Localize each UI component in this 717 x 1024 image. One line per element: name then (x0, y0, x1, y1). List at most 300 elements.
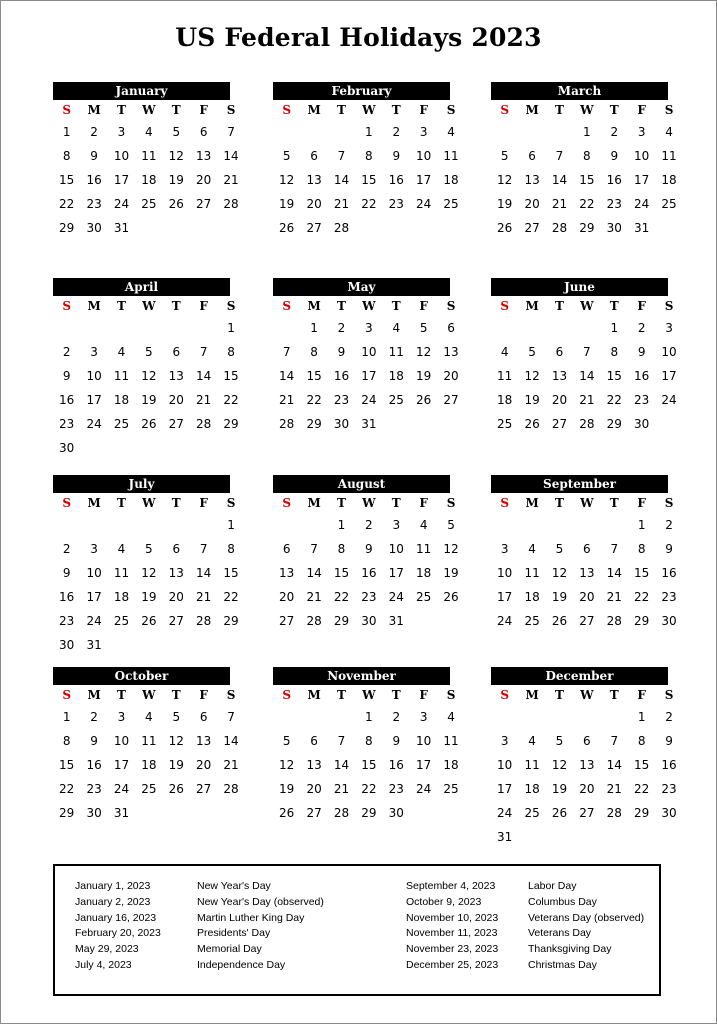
day-cell: 1 (227, 321, 235, 335)
day-cell: 11 (416, 542, 432, 556)
month-header: September (491, 475, 668, 493)
day-cell: 4 (145, 125, 153, 139)
holiday-date: January 16, 2023 (75, 911, 157, 924)
day-cell: 2 (665, 710, 673, 724)
weekday-label: S (500, 103, 510, 117)
weekday-label: M (87, 299, 101, 313)
empty-day-cell (53, 316, 80, 340)
day-cell: 2 (610, 125, 619, 139)
empty-day-cell (573, 513, 600, 537)
day-cell: 12 (524, 369, 540, 383)
day-cell: 20 (551, 393, 568, 407)
day-cell: 8 (637, 734, 646, 748)
day-cell: 30 (388, 806, 404, 820)
day-cell: 3 (90, 542, 98, 556)
day-cell: 4 (528, 542, 536, 556)
holiday-name: Christmas Day (528, 958, 597, 971)
day-cell: 15 (59, 758, 75, 772)
day-cell: 5 (172, 125, 181, 139)
day-cell: 12 (497, 173, 513, 187)
day-cell: 9 (62, 566, 71, 580)
weekday-label: F (199, 496, 208, 510)
day-cell: 14 (606, 758, 622, 772)
day-cell: 29 (333, 614, 350, 628)
day-cell: 4 (500, 345, 509, 359)
month-grid (273, 493, 459, 633)
weekday-label: F (637, 299, 646, 313)
day-cell: 11 (141, 149, 157, 163)
day-cell: 21 (333, 782, 350, 796)
holiday-date: November 10, 2023 (406, 911, 499, 924)
day-cell: 31 (497, 830, 513, 844)
day-cell: 1 (227, 518, 235, 532)
weekday-label: S (446, 103, 456, 117)
day-cell: 6 (555, 345, 564, 359)
day-cell: 19 (551, 590, 568, 604)
day-cell: 26 (497, 221, 513, 235)
day-cell: 4 (117, 542, 126, 556)
weekday-label: W (142, 496, 156, 510)
weekday-label: T (171, 496, 181, 510)
day-cell: 18 (388, 369, 404, 383)
month-header: July (53, 475, 230, 493)
day-cell: 1 (62, 125, 71, 139)
day-cell: 21 (196, 590, 212, 604)
day-cell: 22 (59, 782, 75, 796)
month-header: December (491, 667, 668, 685)
month-october (53, 667, 239, 825)
day-cell: 30 (86, 806, 102, 820)
day-cell: 5 (528, 345, 536, 359)
day-cell: 5 (282, 734, 291, 748)
holiday-name: Labor Day (528, 880, 577, 892)
day-cell: 26 (279, 806, 295, 820)
day-cell: 17 (416, 758, 432, 772)
weekday-label: F (419, 103, 428, 117)
weekday-label: T (609, 103, 619, 117)
month-grid (273, 685, 459, 825)
day-cell: 1 (637, 518, 646, 532)
day-cell: 25 (661, 197, 677, 211)
day-cell: 4 (665, 125, 673, 139)
weekday-label: T (171, 103, 181, 117)
day-cell: 11 (661, 149, 677, 163)
weekday-label: W (362, 688, 376, 702)
weekday-label: S (500, 299, 510, 313)
weekday-label: M (307, 299, 321, 313)
holiday-dates-col-2 (406, 879, 498, 974)
day-cell: 1 (610, 321, 619, 335)
day-cell: 2 (637, 321, 646, 335)
day-cell: 19 (279, 197, 295, 211)
day-cell: 31 (388, 614, 404, 628)
day-cell: 14 (223, 149, 239, 163)
month-header: June (491, 278, 668, 296)
day-cell: 20 (524, 197, 540, 211)
day-cell: 13 (196, 734, 212, 748)
day-cell: 31 (113, 221, 130, 235)
day-cell: 26 (551, 806, 568, 820)
day-cell: 17 (497, 590, 513, 604)
day-cell: 19 (168, 758, 184, 772)
day-cell: 3 (500, 734, 509, 748)
day-cell: 26 (443, 590, 459, 604)
day-cell: 13 (279, 566, 295, 580)
holiday-names-col-1 (197, 879, 324, 974)
day-cell: 20 (168, 393, 184, 407)
day-cell: 10 (86, 566, 102, 580)
weekday-label: S (62, 688, 72, 702)
weekday-label: T (171, 299, 181, 313)
day-cell: 27 (551, 417, 568, 431)
day-cell: 28 (196, 614, 212, 628)
weekday-label: T (391, 103, 401, 117)
day-cell: 30 (361, 614, 377, 628)
day-cell: 22 (634, 590, 650, 604)
day-cell: 2 (365, 518, 373, 532)
empty-day-cell (491, 316, 518, 340)
holiday-name: New Year's Day (197, 880, 271, 892)
day-cell: 10 (113, 149, 130, 163)
empty-day-cell (80, 316, 107, 340)
day-cell: 5 (555, 542, 564, 556)
day-cell: 7 (610, 734, 619, 748)
day-cell: 19 (551, 782, 568, 796)
day-cell: 24 (497, 614, 513, 628)
day-cell: 25 (113, 614, 130, 628)
day-cell: 17 (661, 369, 677, 383)
day-cell: 17 (388, 566, 404, 580)
day-cell: 7 (199, 542, 208, 556)
day-cell: 23 (606, 197, 622, 211)
day-cell: 9 (392, 734, 401, 748)
day-cell: 4 (419, 518, 428, 532)
day-cell: 18 (113, 590, 130, 604)
day-cell: 7 (227, 125, 235, 139)
day-cell: 14 (306, 566, 322, 580)
day-cell: 6 (528, 149, 536, 163)
day-cell: 9 (665, 542, 673, 556)
holiday-name: Martin Luther King Day (197, 911, 305, 924)
weekday-label: T (555, 103, 564, 117)
month-december (491, 667, 677, 849)
day-cell: 9 (62, 369, 71, 383)
day-cell: 22 (634, 782, 650, 796)
weekday-label: S (282, 299, 292, 313)
day-cell: 31 (634, 221, 650, 235)
day-cell: 6 (172, 542, 181, 556)
day-cell: 29 (223, 614, 239, 628)
day-cell: 12 (279, 758, 295, 772)
holiday-name: Thanksgiving Day (528, 943, 612, 956)
day-cell: 13 (551, 369, 568, 383)
day-cell: 25 (524, 614, 540, 628)
day-cell: 13 (168, 566, 184, 580)
day-cell: 14 (333, 173, 350, 187)
weekday-label: M (525, 299, 539, 313)
day-cell: 25 (443, 782, 459, 796)
day-cell: 12 (141, 369, 157, 383)
holiday-date: July 4, 2023 (75, 958, 132, 971)
day-cell: 7 (227, 710, 235, 724)
month-grid (53, 493, 239, 657)
day-cell: 10 (416, 734, 432, 748)
day-cell: 27 (196, 782, 212, 796)
day-cell: 8 (365, 734, 373, 748)
day-cell: 1 (310, 321, 318, 335)
month-june (491, 278, 677, 436)
month-may (273, 278, 459, 436)
day-cell: 15 (333, 566, 350, 580)
weekday-label: S (664, 496, 674, 510)
day-cell: 27 (443, 393, 459, 407)
day-cell: 9 (90, 734, 98, 748)
day-cell: 29 (606, 417, 622, 431)
day-cell: 30 (661, 614, 677, 628)
day-cell: 14 (196, 369, 212, 383)
day-cell: 18 (141, 758, 157, 772)
holiday-list-box (53, 864, 661, 996)
empty-day-cell (491, 513, 518, 537)
empty-day-cell (491, 120, 518, 144)
weekday-label: T (171, 688, 181, 702)
day-cell: 12 (168, 734, 184, 748)
day-cell: 13 (196, 149, 212, 163)
holiday-name: Veterans Day (528, 927, 592, 940)
empty-day-cell (546, 513, 573, 537)
empty-day-cell (273, 705, 300, 729)
weekday-label: T (337, 299, 346, 313)
holiday-date: January 2, 2023 (75, 895, 151, 908)
day-cell: 29 (579, 221, 595, 235)
day-cell: 10 (661, 345, 677, 359)
day-cell: 1 (62, 710, 71, 724)
day-cell: 15 (223, 369, 239, 383)
day-cell: 16 (634, 369, 650, 383)
weekday-label: F (199, 299, 208, 313)
day-cell: 16 (388, 758, 404, 772)
day-cell: 12 (551, 758, 568, 772)
day-cell: 30 (606, 221, 622, 235)
day-cell: 6 (282, 542, 291, 556)
day-cell: 19 (141, 590, 157, 604)
weekday-label: S (226, 299, 236, 313)
day-cell: 2 (665, 518, 673, 532)
day-cell: 25 (524, 806, 540, 820)
day-cell: 25 (443, 197, 459, 211)
day-cell: 27 (279, 614, 295, 628)
day-cell: 10 (416, 149, 432, 163)
day-cell: 26 (141, 417, 157, 431)
day-cell: 22 (59, 197, 75, 211)
day-cell: 2 (90, 710, 98, 724)
weekday-label: F (637, 688, 646, 702)
day-cell: 21 (306, 590, 322, 604)
weekday-label: W (362, 496, 376, 510)
day-cell: 29 (223, 417, 239, 431)
day-cell: 2 (337, 321, 346, 335)
month-header: January (53, 82, 230, 100)
day-cell: 8 (610, 345, 619, 359)
day-cell: 9 (365, 542, 373, 556)
day-cell: 20 (279, 590, 295, 604)
day-cell: 6 (447, 321, 455, 335)
day-cell: 15 (606, 369, 622, 383)
day-cell: 19 (497, 197, 513, 211)
day-cell: 6 (583, 734, 591, 748)
weekday-label: S (282, 103, 292, 117)
day-cell: 19 (168, 173, 184, 187)
empty-day-cell (573, 705, 600, 729)
day-cell: 20 (196, 758, 212, 772)
day-cell: 11 (113, 566, 130, 580)
weekday-label: T (117, 103, 126, 117)
day-cell: 7 (199, 345, 208, 359)
day-cell: 11 (443, 149, 459, 163)
day-cell: 23 (388, 197, 404, 211)
day-cell: 3 (419, 125, 428, 139)
day-cell: 27 (306, 221, 322, 235)
day-cell: 16 (86, 173, 102, 187)
day-cell: 23 (388, 782, 404, 796)
holiday-date: November 23, 2023 (406, 943, 499, 956)
day-cell: 18 (416, 566, 432, 580)
day-cell: 22 (306, 393, 322, 407)
day-cell: 28 (606, 806, 622, 820)
month-header: May (273, 278, 450, 296)
weekday-label: M (525, 103, 539, 117)
day-cell: 10 (113, 734, 130, 748)
day-cell: 8 (310, 345, 318, 359)
empty-day-cell (300, 513, 327, 537)
day-cell: 10 (497, 758, 513, 772)
empty-day-cell (163, 513, 190, 537)
weekday-label: T (555, 688, 564, 702)
weekday-label: T (555, 299, 564, 313)
day-cell: 13 (579, 758, 595, 772)
day-cell: 26 (279, 221, 295, 235)
day-cell: 15 (579, 173, 595, 187)
day-cell: 1 (365, 125, 373, 139)
month-grid (273, 296, 459, 436)
weekday-label: F (419, 688, 428, 702)
day-cell: 13 (306, 758, 322, 772)
empty-day-cell (601, 705, 628, 729)
day-cell: 15 (634, 758, 650, 772)
day-cell: 9 (610, 149, 619, 163)
weekday-label: F (199, 103, 208, 117)
empty-day-cell (190, 513, 217, 537)
day-cell: 19 (416, 369, 432, 383)
weekday-label: W (142, 299, 156, 313)
day-cell: 31 (361, 417, 377, 431)
day-cell: 27 (168, 417, 184, 431)
month-grid (53, 296, 239, 460)
month-november (273, 667, 459, 825)
day-cell: 10 (388, 542, 404, 556)
day-cell: 5 (419, 321, 428, 335)
day-cell: 23 (361, 590, 377, 604)
day-cell: 30 (661, 806, 677, 820)
weekday-label: S (500, 496, 510, 510)
day-cell: 29 (306, 417, 322, 431)
month-january (53, 82, 239, 240)
weekday-label: W (580, 496, 594, 510)
day-cell: 6 (199, 125, 208, 139)
day-cell: 7 (555, 149, 564, 163)
empty-day-cell (518, 316, 545, 340)
day-cell: 7 (337, 149, 346, 163)
page-title: US Federal Holidays 2023 (175, 23, 542, 52)
month-grid (491, 100, 677, 240)
month-march (491, 82, 677, 240)
day-cell: 15 (223, 566, 239, 580)
weekday-label: M (307, 688, 321, 702)
day-cell: 22 (606, 393, 622, 407)
day-cell: 29 (59, 806, 75, 820)
month-header: March (491, 82, 668, 100)
holiday-name: Memorial Day (197, 943, 262, 956)
day-cell: 30 (86, 221, 102, 235)
day-cell: 11 (524, 566, 540, 580)
weekday-label: F (637, 103, 646, 117)
day-cell: 2 (392, 710, 401, 724)
day-cell: 30 (59, 441, 75, 455)
day-cell: 6 (310, 734, 318, 748)
day-cell: 3 (500, 542, 509, 556)
day-cell: 20 (306, 197, 322, 211)
empty-day-cell (546, 705, 573, 729)
day-cell: 16 (361, 566, 377, 580)
day-cell: 3 (117, 710, 126, 724)
day-cell: 17 (361, 369, 377, 383)
holiday-date: May 29, 2023 (75, 943, 139, 956)
day-cell: 3 (365, 321, 373, 335)
day-cell: 9 (637, 345, 646, 359)
day-cell: 28 (333, 221, 350, 235)
weekday-label: S (62, 103, 72, 117)
day-cell: 13 (524, 173, 540, 187)
day-cell: 16 (333, 369, 350, 383)
empty-day-cell (190, 316, 217, 340)
weekday-label: T (337, 103, 346, 117)
empty-day-cell (53, 513, 80, 537)
day-cell: 26 (524, 417, 540, 431)
day-cell: 13 (443, 345, 459, 359)
day-cell: 29 (634, 806, 650, 820)
day-cell: 27 (196, 197, 212, 211)
weekday-label: W (362, 103, 376, 117)
weekday-label: T (609, 496, 619, 510)
day-cell: 17 (86, 590, 102, 604)
day-cell: 11 (443, 734, 459, 748)
weekday-label: W (142, 103, 156, 117)
day-cell: 16 (661, 566, 677, 580)
weekday-label: W (580, 103, 594, 117)
day-cell: 7 (282, 345, 291, 359)
day-cell: 6 (310, 149, 318, 163)
day-cell: 2 (62, 345, 71, 359)
weekday-label: T (555, 496, 564, 510)
empty-day-cell (163, 316, 190, 340)
weekday-label: S (226, 688, 236, 702)
day-cell: 12 (141, 566, 157, 580)
day-cell: 5 (145, 345, 153, 359)
day-cell: 7 (610, 542, 619, 556)
day-cell: 15 (361, 173, 377, 187)
day-cell: 13 (306, 173, 322, 187)
day-cell: 15 (361, 758, 377, 772)
